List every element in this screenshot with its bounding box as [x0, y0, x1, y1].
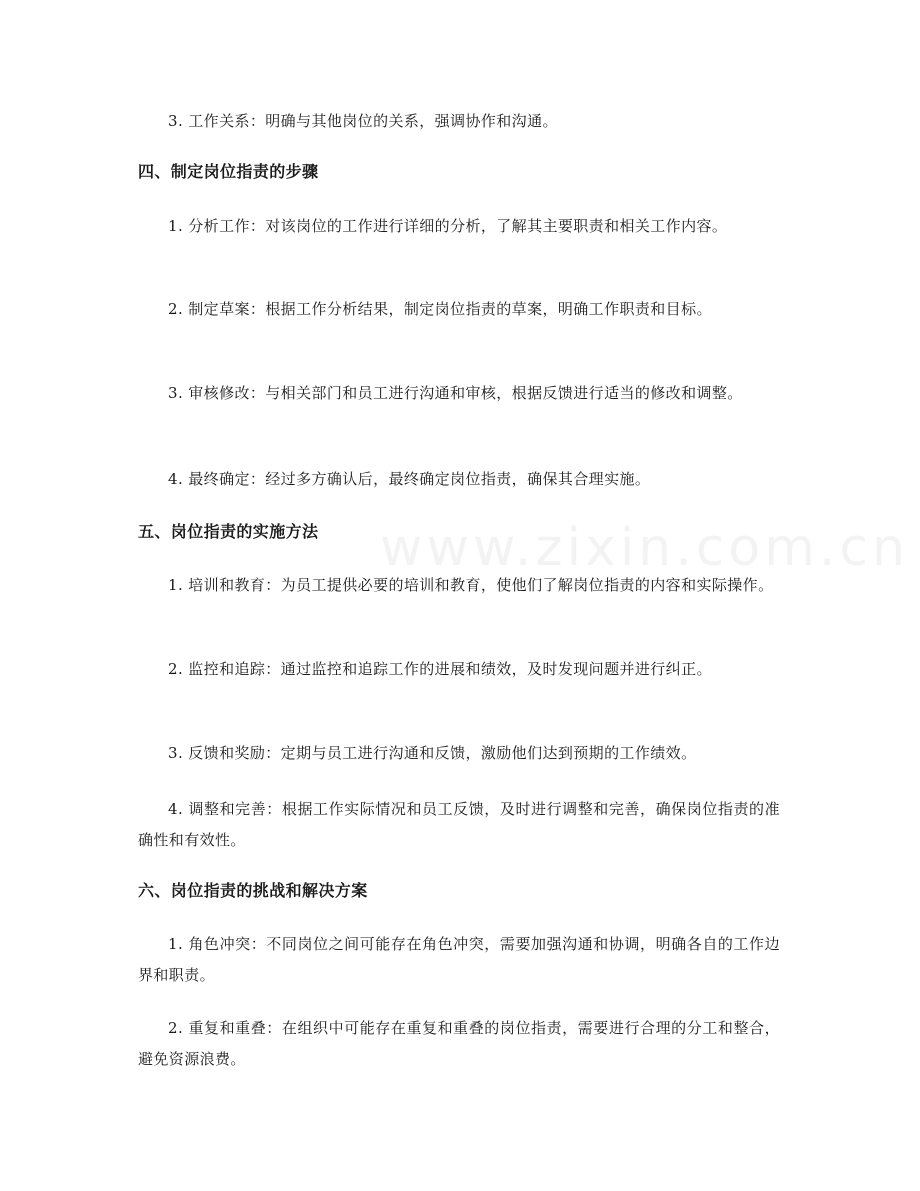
list-item-4-3: 3. 审核修改：与相关部门和员工进行沟通和审核，根据反馈进行适当的修改和调整。: [168, 384, 743, 402]
list-item-5-2: 2. 监控和追踪：通过监控和追踪工作的进展和绩效，及时发现问题并进行纠正。: [168, 660, 712, 678]
list-item-5-1: 1. 培训和教育：为员工提供必要的培训和教育，使他们了解岗位指责的内容和实际操作。: [168, 576, 774, 594]
list-item-4-4: 4. 最终确定：经过多方确认后，最终确定岗位指责，确保其合理实施。: [168, 470, 651, 488]
list-item-6-2: 2. 重复和重叠：在组织中可能存在重复和重叠的岗位指责，需要进行合理的分工和整合，避免资源浪费。: [138, 1019, 780, 1068]
list-item-5-3: 3. 反馈和奖励：定期与员工进行沟通和反馈，激励他们达到预期的工作绩效。: [168, 744, 697, 762]
section-heading-5: 五、岗位指责的实施方法: [138, 522, 319, 541]
list-item-6-1: 1. 角色冲突：不同岗位之间可能存在角色冲突，需要加强沟通和协调，明确各自的工作边界和职责。: [138, 935, 780, 984]
section-heading-4: 四、制定岗位指责的步骤: [138, 162, 319, 181]
list-item-4-1: 1. 分析工作：对该岗位的工作进行详细的分析，了解其主要职责和相关工作内容。: [168, 217, 728, 235]
paragraph-work-relations: 3. 工作关系：明确与其他岗位的关系，强调协作和沟通。: [168, 112, 558, 130]
list-item-4-2: 2. 制定草案：根据工作分析结果，制定岗位指责的草案，明确工作职责和目标。: [168, 300, 712, 318]
list-item-5-4: 4. 调整和完善：根据工作实际情况和员工反馈，及时进行调整和完善，确保岗位指责的准确性和有效性。: [138, 800, 780, 849]
watermark-text: www.zixin.com.cn: [380, 518, 909, 578]
section-heading-6: 六、岗位指责的挑战和解决方案: [138, 881, 368, 900]
